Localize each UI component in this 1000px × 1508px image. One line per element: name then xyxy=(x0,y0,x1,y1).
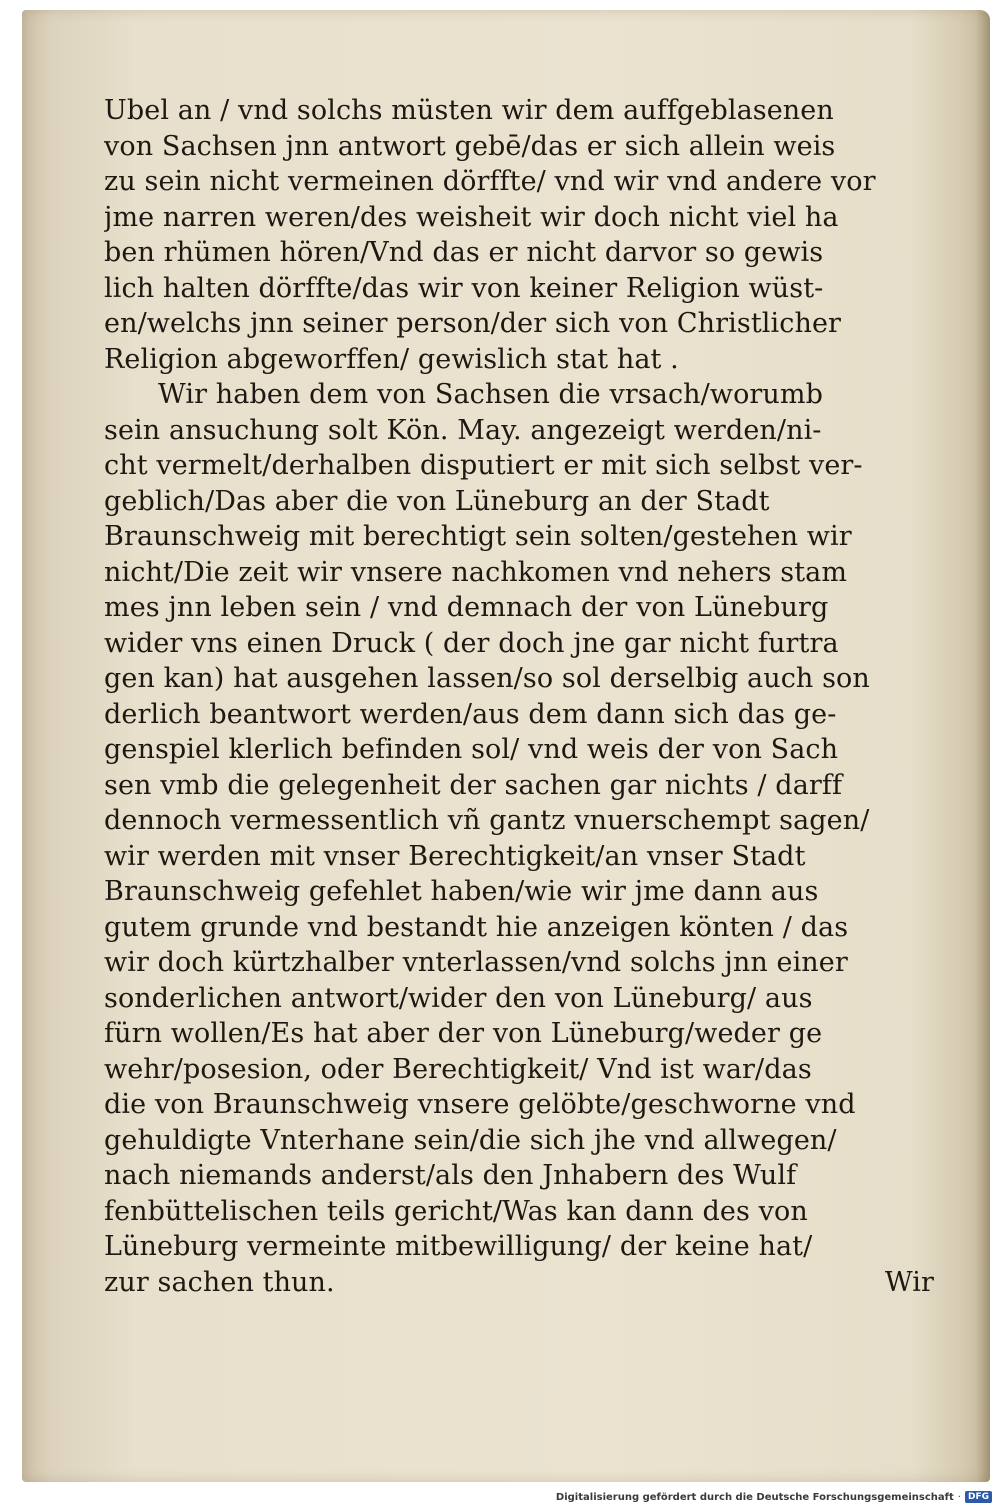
text-line: gen kan) hat ausgehen lassen/so sol derselbig auch son xyxy=(104,663,870,694)
text-line: en/welchs jnn seiner person/der sich von Christlicher xyxy=(104,308,842,339)
footer-credit-text: Digitalisierung gefördert durch die Deutsche Forschungsgemeinschaft xyxy=(555,1491,954,1503)
dfg-logo-icon: DFG xyxy=(965,1491,992,1503)
text-line: fürn wollen/Es hat aber der von Lüneburg/weder ge xyxy=(104,1018,823,1049)
text-line: derlich beantwort werden/aus dem dann sich das ge- xyxy=(104,698,837,730)
text-line: Lüneburg vermeinte mitbewilligung/ der keine hat/ xyxy=(104,1231,813,1262)
text-line: wir werden mit vnser Berechtigkeit/an vnser Stadt xyxy=(104,840,806,872)
catchword: Wir xyxy=(884,1266,934,1298)
text-line: lich halten dörffte/das wir von keiner Religion wüst- xyxy=(104,272,824,304)
text-line: nicht/Die zeit wir vnsere nachkomen vnd nehers stam xyxy=(104,556,848,588)
footer-separator: · xyxy=(957,1491,961,1503)
text-line: genspiel klerlich befinden sol/ vnd weis der von Sach xyxy=(104,734,839,765)
text-line: geblich/Das aber die von Lüneburg an der Stadt xyxy=(104,485,770,517)
text-line: die von Braunschweig vnsere gelöbte/geschworne vnd xyxy=(104,1089,856,1120)
text-line: cht vermelt/derhalben disputiert er mit sich selbst ver- xyxy=(104,450,863,481)
text-line: wider vns einen Druck ( der doch jne gar nicht furtra xyxy=(104,627,839,659)
text-line: dennoch vermessentlich vñ gantz vnuerschempt sagen/ xyxy=(104,805,870,836)
page-text-block xyxy=(104,93,934,1300)
text-line: ben rhümen hören/Vnd das er nicht darvor so gewis xyxy=(104,237,824,268)
text-line: Braunschweig gefehlet haben/wie wir jme dann aus xyxy=(104,876,819,907)
text-line: mes jnn leben sein / vnd demnach der von Lüneburg xyxy=(104,592,829,623)
final-line-row xyxy=(104,1265,934,1301)
text-line: gehuldigte Vnterhane sein/die sich jhe vnd allwegen/ xyxy=(104,1124,837,1156)
text-line: jme narren weren/des weisheit wir doch nicht viel ha xyxy=(104,201,839,233)
footer-credit xyxy=(0,1489,992,1505)
text-line: zu sein nicht vermeinen dörffte/ vnd wir vnd andere vor xyxy=(104,166,876,197)
text-line: sen vmb die gelegenheit der sachen gar nichts / darff xyxy=(104,769,843,801)
text-line: fenbüttelischen teils gericht/Was kan dann des von xyxy=(104,1195,808,1227)
text-line: Braunschweig mit berechtigt sein solten/gestehen wir xyxy=(104,521,852,552)
text-line: Ubel an / vnd solchs müsten wir dem auffgeblasenen xyxy=(104,95,834,126)
text-line: von Sachsen jnn antwort gebē/das er sich allein weis xyxy=(104,130,836,162)
text-line: sonderlichen antwort/wider den von Lüneburg/ aus xyxy=(104,982,813,1014)
text-line: nach niemands anderst/als den Jnhabern des Wulf xyxy=(104,1160,797,1191)
text-line: wir doch kürtzhalber vnterlassen/vnd solchs jnn einer xyxy=(104,947,848,978)
text-line: gutem grunde vnd bestandt hie anzeigen könten / das xyxy=(104,911,849,943)
text-line: sein ansuchung solt Kön. May. angezeigt werden/ni- xyxy=(104,414,822,446)
page-edge-shadow xyxy=(976,10,990,1482)
paragraph-start-line: Wir haben dem von Sachsen die vrsach/worumb xyxy=(158,379,824,410)
text-line: Religion abgeworffen/ gewislich stat hat . xyxy=(104,343,679,375)
final-text-line: zur sachen thun. xyxy=(104,1266,335,1298)
text-line: wehr/posesion, oder Berechtigkeit/ Vnd ist war/das xyxy=(104,1053,812,1085)
